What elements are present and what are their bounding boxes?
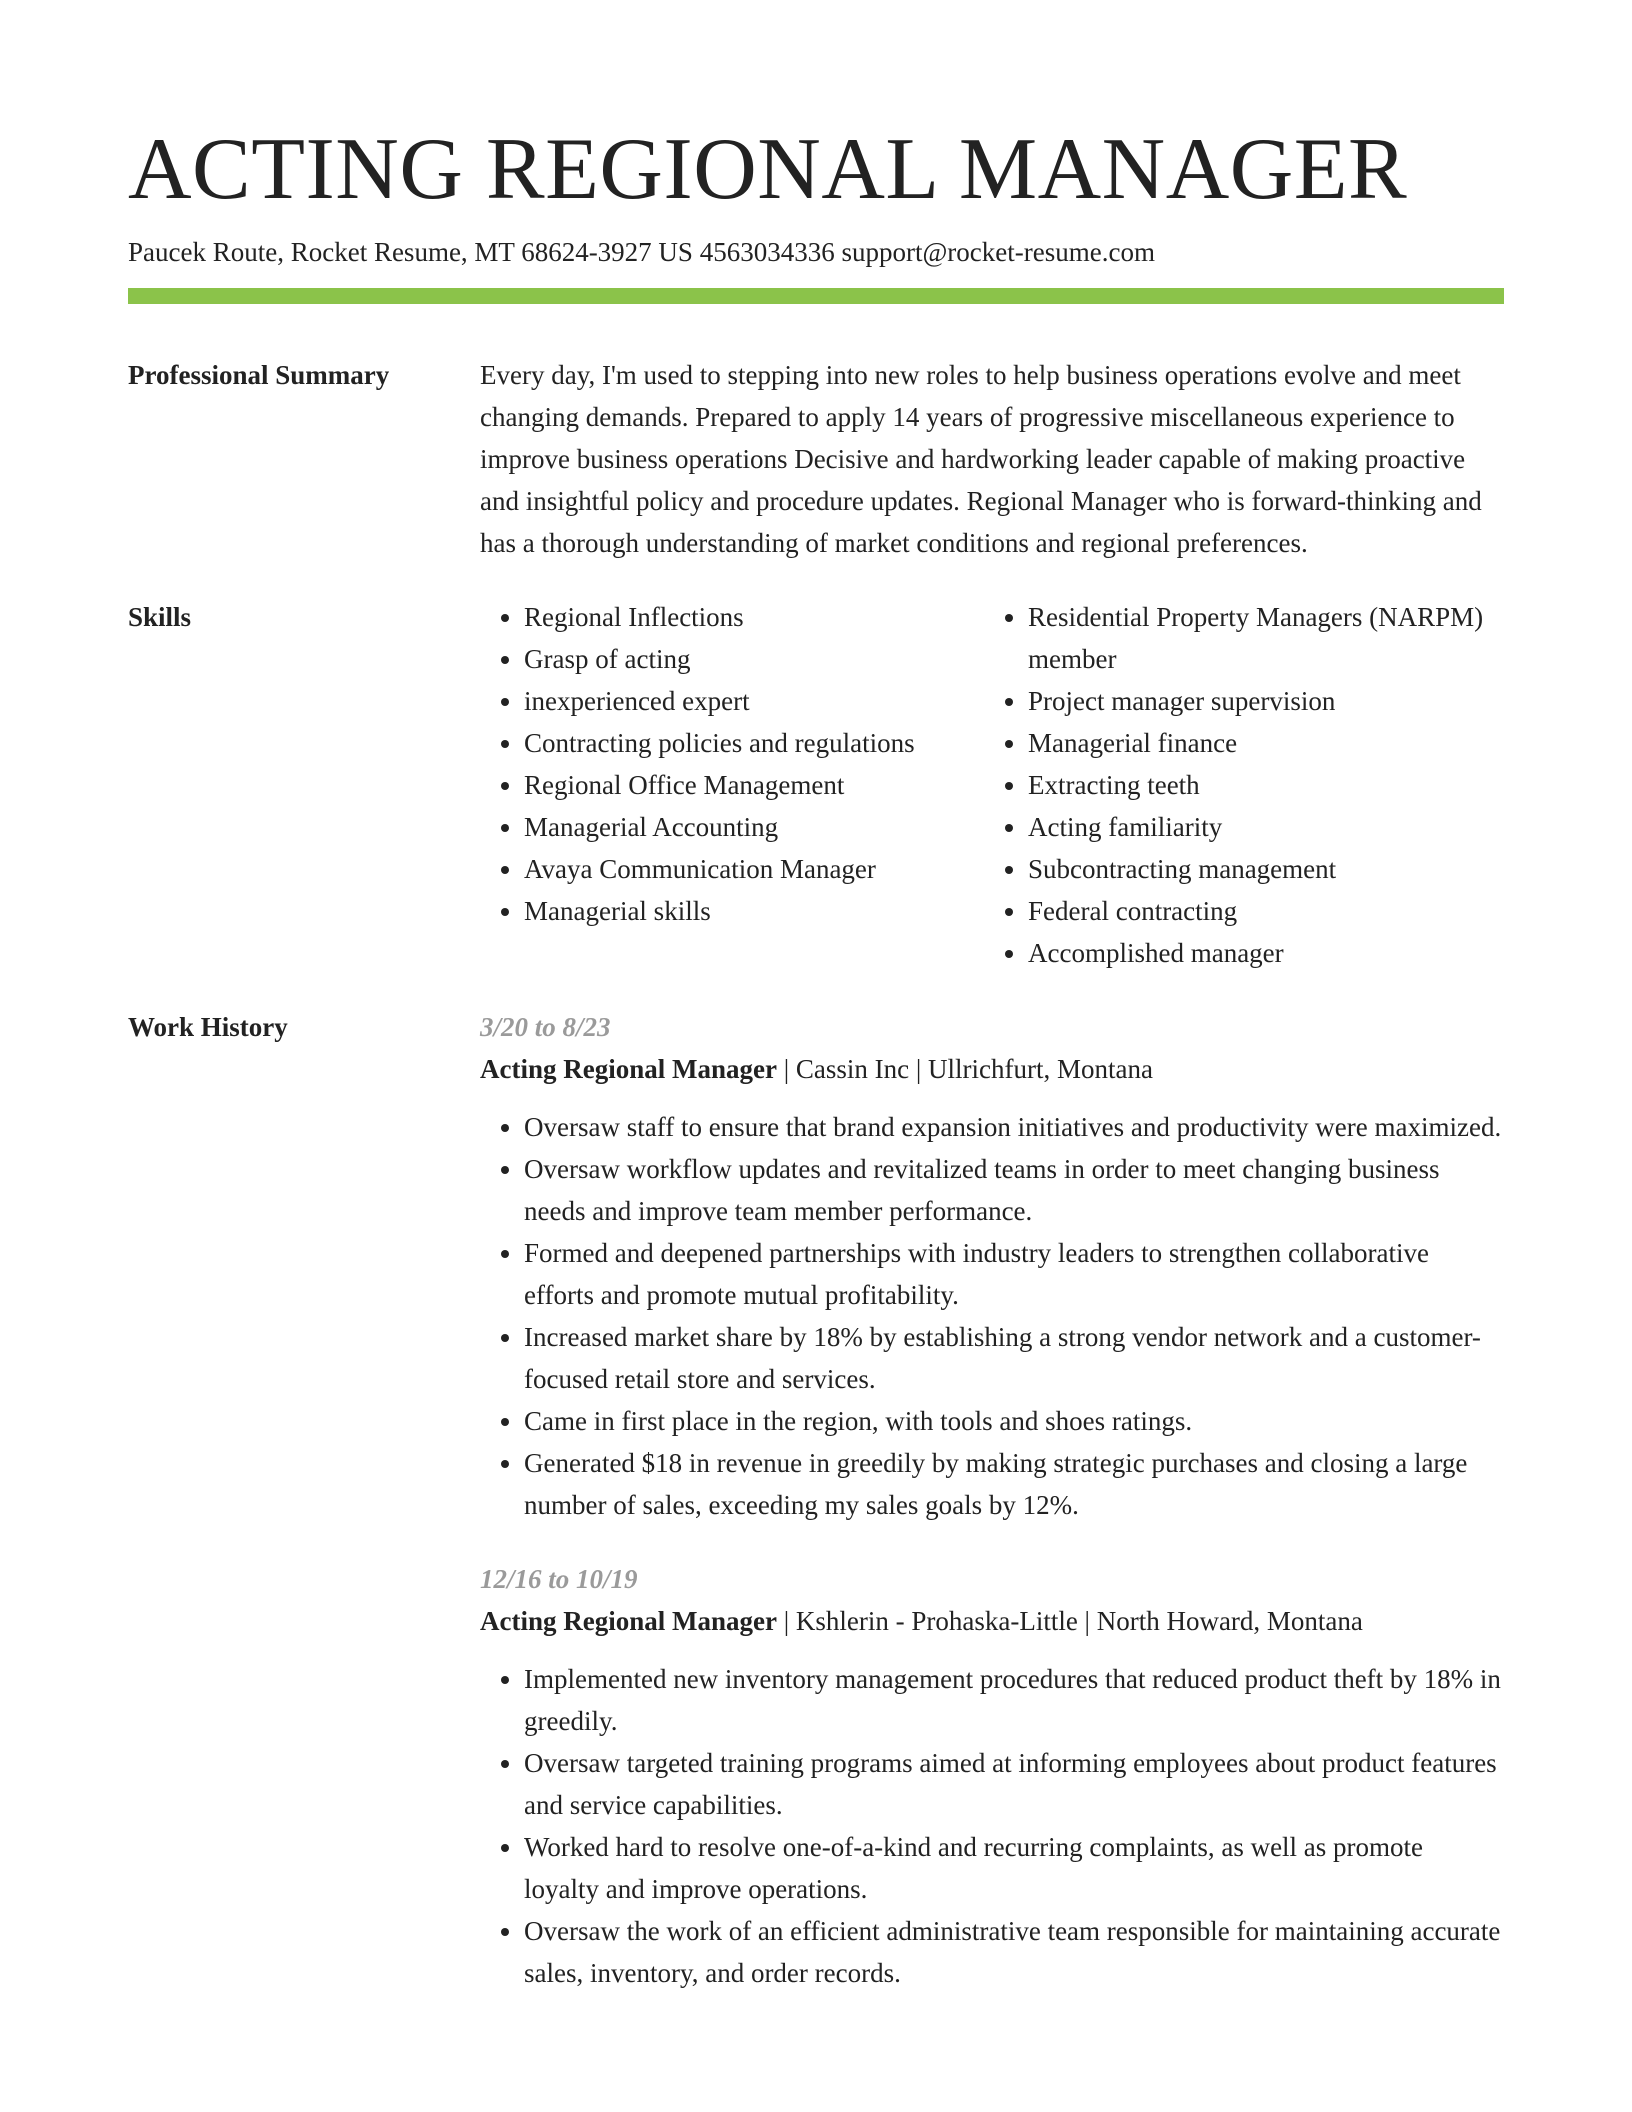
skill-item: • Managerial Accounting <box>524 806 984 848</box>
section-label-professional-summary: Professional Summary <box>128 360 390 390</box>
job-bullet: • Oversaw staff to ensure that brand expansion initiatives and productivity were maximized. <box>524 1106 1504 1148</box>
skills-column-left <box>480 596 984 974</box>
skill-item: • Residential Property Managers (NARPM) member <box>1028 596 1488 680</box>
job-bullet: • Oversaw targeted training programs aimed at informing employees about product features and service capabilities. <box>524 1742 1504 1826</box>
skill-item: • Regional Office Management <box>524 764 984 806</box>
skill-item: • Project manager supervision <box>1028 680 1488 722</box>
skill-item: • Federal contracting <box>1028 890 1488 932</box>
skills-column-right <box>984 596 1488 974</box>
professional-summary-text: Every day, I'm used to stepping into new roles to help business operations evolve and meet changing demands. Prepared to apply 14 years of progressive miscellaneous experience to improve business operations Decisive and hardworking leader capable of making proactive and insightful policy and procedure updates. Regional Manager who is forward-thinking and has a thorough understanding of market conditions and regional preferences. <box>480 360 1482 558</box>
skill-item: • Subcontracting management <box>1028 848 1488 890</box>
job-bullet: • Implemented new inventory management procedures that reduced product theft by 18% in greedily. <box>524 1658 1504 1742</box>
job-entry <box>480 1558 1504 1994</box>
job-bullet-list <box>480 1106 1504 1526</box>
skill-item: • Managerial skills <box>524 890 984 932</box>
job-bullet: • Oversaw workflow updates and revitalized teams in order to meet changing business needs and improve team member performance. <box>524 1148 1504 1232</box>
job-bullet: • Generated $18 in revenue in greedily by making strategic purchases and closing a large number of sales, exceeding my sales goals by 12%. <box>524 1442 1504 1526</box>
skill-item: • Managerial finance <box>1028 722 1488 764</box>
job-entry <box>480 1006 1504 1526</box>
skill-item: • Extracting teeth <box>1028 764 1488 806</box>
job-title: Acting Regional Manager <box>480 1054 777 1084</box>
job-bullet: • Formed and deepened partnerships with industry leaders to strengthen collaborative efforts and promote mutual profitability. <box>524 1232 1504 1316</box>
job-heading <box>480 1048 1504 1090</box>
skills-columns <box>480 596 1504 974</box>
resume-name-heading: ACTING REGIONAL MANAGER <box>128 121 1408 218</box>
professional-summary-section <box>128 354 1504 564</box>
job-heading <box>480 1600 1504 1642</box>
job-title: Acting Regional Manager <box>480 1606 777 1636</box>
work-history-entries <box>480 1006 1504 1994</box>
header-divider <box>128 288 1504 304</box>
job-bullet: • Oversaw the work of an efficient administrative team responsible for maintaining accurate sales, inventory, and order records. <box>524 1910 1504 1994</box>
skill-item: • inexperienced expert <box>524 680 984 722</box>
skill-item: • Grasp of acting <box>524 638 984 680</box>
job-bullet: • Increased market share by 18% by establishing a strong vendor network and a customer-focused retail store and services. <box>524 1316 1504 1400</box>
skill-item: • Acting familiarity <box>1028 806 1488 848</box>
job-employer-location: | Kshlerin - Prohaska-Little | North Howard, Montana <box>776 1606 1363 1636</box>
job-bullet-list <box>480 1658 1504 1994</box>
resume-page <box>128 118 1504 1994</box>
work-history-section <box>128 1006 1504 1994</box>
job-bullet: • Came in first place in the region, with tools and shoes ratings. <box>524 1400 1504 1442</box>
skill-item: • Contracting policies and regulations <box>524 722 984 764</box>
job-employer-location: | Cassin Inc | Ullrichfurt, Montana <box>776 1054 1153 1084</box>
contact-line: Paucek Route, Rocket Resume, MT 68624-3927 US 4563034336 support@rocket-resume.com <box>128 237 1155 267</box>
job-dates: 12/16 to 10/19 <box>480 1564 638 1594</box>
skill-item: • Accomplished manager <box>1028 932 1488 974</box>
skills-section <box>128 596 1504 974</box>
skill-item: • Avaya Communication Manager <box>524 848 984 890</box>
job-bullet: • Worked hard to resolve one-of-a-kind and recurring complaints, as well as promote loyalty and improve operations. <box>524 1826 1504 1910</box>
job-dates: 3/20 to 8/23 <box>480 1012 611 1042</box>
skill-item: • Regional Inflections <box>524 596 984 638</box>
section-label-skills: Skills <box>128 602 192 632</box>
section-label-work-history: Work History <box>128 1012 288 1042</box>
